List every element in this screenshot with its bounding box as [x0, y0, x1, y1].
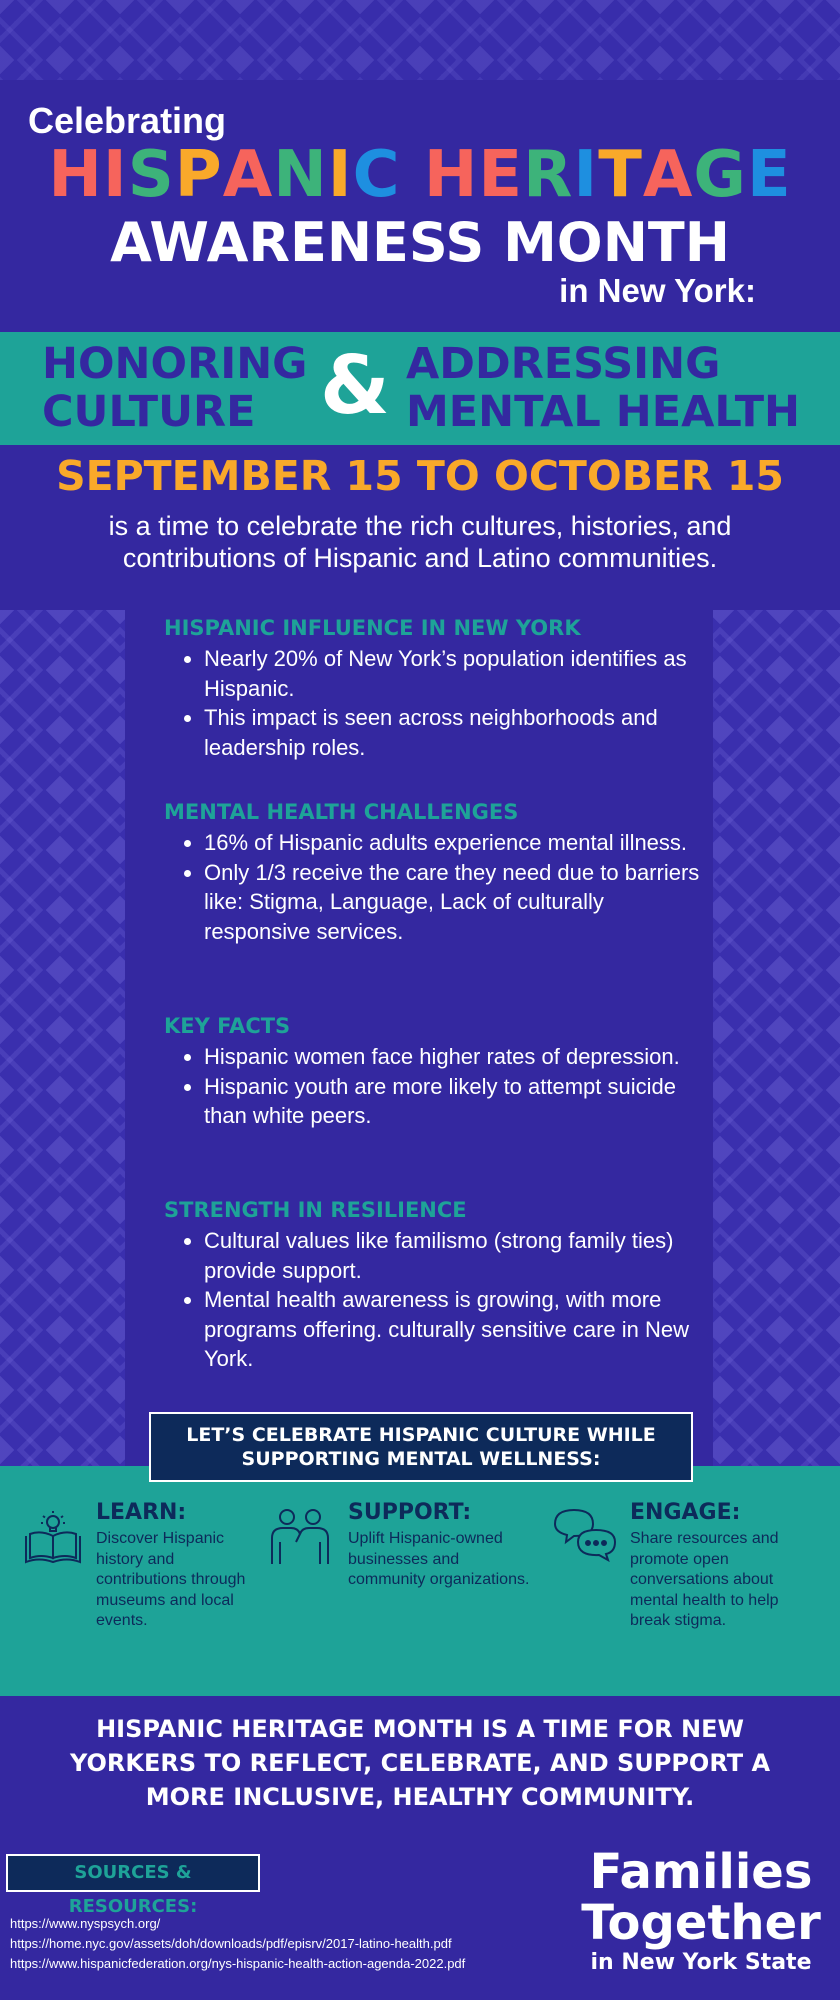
engage-action — [630, 1500, 815, 1632]
addressing-line: ADDRESSING — [406, 339, 721, 389]
source-link[interactable]: https://home.nyc.gov/assets/doh/downloads/pdf/episrv/2017-latino-health.pdf — [10, 1936, 452, 1951]
heading-letter: P — [174, 138, 223, 212]
bullet-list — [164, 1042, 704, 1131]
honoring-line: HONORING — [42, 339, 308, 389]
bullet-item: • This impact is seen across neighborhoods and leadership roles. — [204, 703, 704, 762]
heading-letter: S — [127, 138, 175, 212]
source-link[interactable]: https://www.nyspsych.org/ — [10, 1916, 161, 1931]
bullet-item: • Hispanic women face higher rates of depression. — [204, 1042, 704, 1072]
section-title: MENTAL HEALTH CHALLENGES — [164, 800, 519, 824]
heading-letter: A — [222, 138, 274, 212]
learn-action — [96, 1500, 256, 1632]
heading-letter — [401, 134, 424, 216]
section-hispanic-influence — [164, 616, 704, 762]
honoring-culture-text — [42, 340, 307, 436]
culture-line: CULTURE — [42, 387, 256, 437]
logo-line: Families — [589, 1844, 813, 1900]
heading-letter: E — [746, 138, 792, 212]
action-title: SUPPORT: — [348, 1500, 472, 1525]
section-strength-in-resilience — [164, 1198, 704, 1374]
heading-letter: T — [598, 138, 643, 212]
open-book-lightbulb-icon — [22, 1510, 84, 1566]
date-range: SEPTEMBER 15 TO OCTOBER 15 — [56, 452, 784, 500]
action-text: Uplift Hispanic-owned businesses and community organizations. — [348, 1530, 530, 1588]
bullet-list — [164, 1226, 704, 1374]
action-title: LEARN: — [96, 1500, 187, 1525]
closing-statement: HISPANIC HERITAGE MONTH IS A TIME FOR NEW YORKERS TO REFLECT, CELEBRATE, AND SUPPORT A MORE INCLUSIVE, HEALTHY COMMUNITY. — [69, 1715, 771, 1811]
top-decorative-pattern — [0, 0, 840, 80]
section-key-facts — [164, 1014, 704, 1131]
sources-label: SOURCES & RESOURCES: — [6, 1854, 260, 1892]
bullet-item: • Cultural values like familismo (strong family ties) provide support. — [204, 1226, 704, 1285]
bullet-item: • Only 1/3 receive the care they need due to barriers like: Stigma, Language, Lack of culturally responsive services. — [204, 858, 704, 947]
logo-line: Together — [581, 1895, 821, 1951]
cta-line: LET’S CELEBRATE HISPANIC CULTURE WHILE — [186, 1424, 656, 1446]
mental-health-line: MENTAL HEALTH — [406, 387, 801, 437]
heading-letter: I — [573, 138, 599, 212]
call-to-action-box — [149, 1412, 693, 1482]
heading-letter: N — [273, 138, 328, 212]
awareness-month-heading: AWARENESS MONTH — [110, 211, 730, 274]
ampersand: & — [320, 339, 390, 432]
families-together-logo — [566, 1846, 836, 1978]
bullet-list — [164, 644, 704, 762]
bullet-item: • Mental health awareness is growing, with more programs offering. culturally sensitive care in New York. — [204, 1285, 704, 1374]
in-new-york-heading: in New York: — [559, 272, 756, 309]
heading-letter: R — [523, 138, 574, 212]
source-link[interactable]: https://www.hispanicfederation.org/nys-hispanic-health-action-agenda-2022.pdf — [10, 1956, 466, 1971]
support-action — [348, 1500, 538, 1591]
heading-letter: A — [642, 138, 694, 212]
heading-letter: I — [327, 138, 353, 212]
bullet-item: • Hispanic youth are more likely to attempt suicide than white peers. — [204, 1072, 704, 1131]
heading-letter: H — [423, 138, 479, 212]
heading-letter: H — [48, 138, 103, 212]
heading-letter: E — [478, 138, 524, 212]
intro-text: is a time to celebrate the rich cultures, histories, and contributions of Hispanic and Latino communities. — [108, 511, 732, 573]
source-links — [10, 1914, 465, 1974]
bullet-item: • 16% of Hispanic adults experience mental illness. — [204, 828, 704, 858]
hispanic-heritage-heading — [0, 134, 840, 216]
speech-bubbles-icon — [552, 1506, 618, 1562]
action-text: Discover Hispanic history and contributions through museums and local events. — [96, 1530, 246, 1629]
bullet-list — [164, 828, 704, 946]
heading-letter: C — [352, 138, 401, 212]
celebrating-heading: Celebrating — [28, 100, 227, 141]
cta-line: SUPPORTING MENTAL WELLNESS: — [241, 1448, 601, 1470]
section-title: STRENGTH IN RESILIENCE — [164, 1198, 467, 1222]
section-mental-health-challenges — [164, 800, 704, 946]
addressing-mental-health-text — [406, 340, 800, 436]
action-title: ENGAGE: — [630, 1500, 741, 1525]
heading-letter: G — [693, 138, 747, 212]
action-text: Share resources and promote open conversations about mental health to help break stigma. — [630, 1530, 779, 1629]
bullet-item: • Nearly 20% of New York’s population identifies as Hispanic. — [204, 644, 704, 703]
section-title: KEY FACTS — [164, 1014, 291, 1038]
two-people-support-icon — [266, 1508, 336, 1566]
section-title: HISPANIC INFLUENCE IN NEW YORK — [164, 616, 581, 640]
heading-letter: I — [102, 138, 128, 212]
logo-line: in New York State — [590, 1950, 812, 1975]
